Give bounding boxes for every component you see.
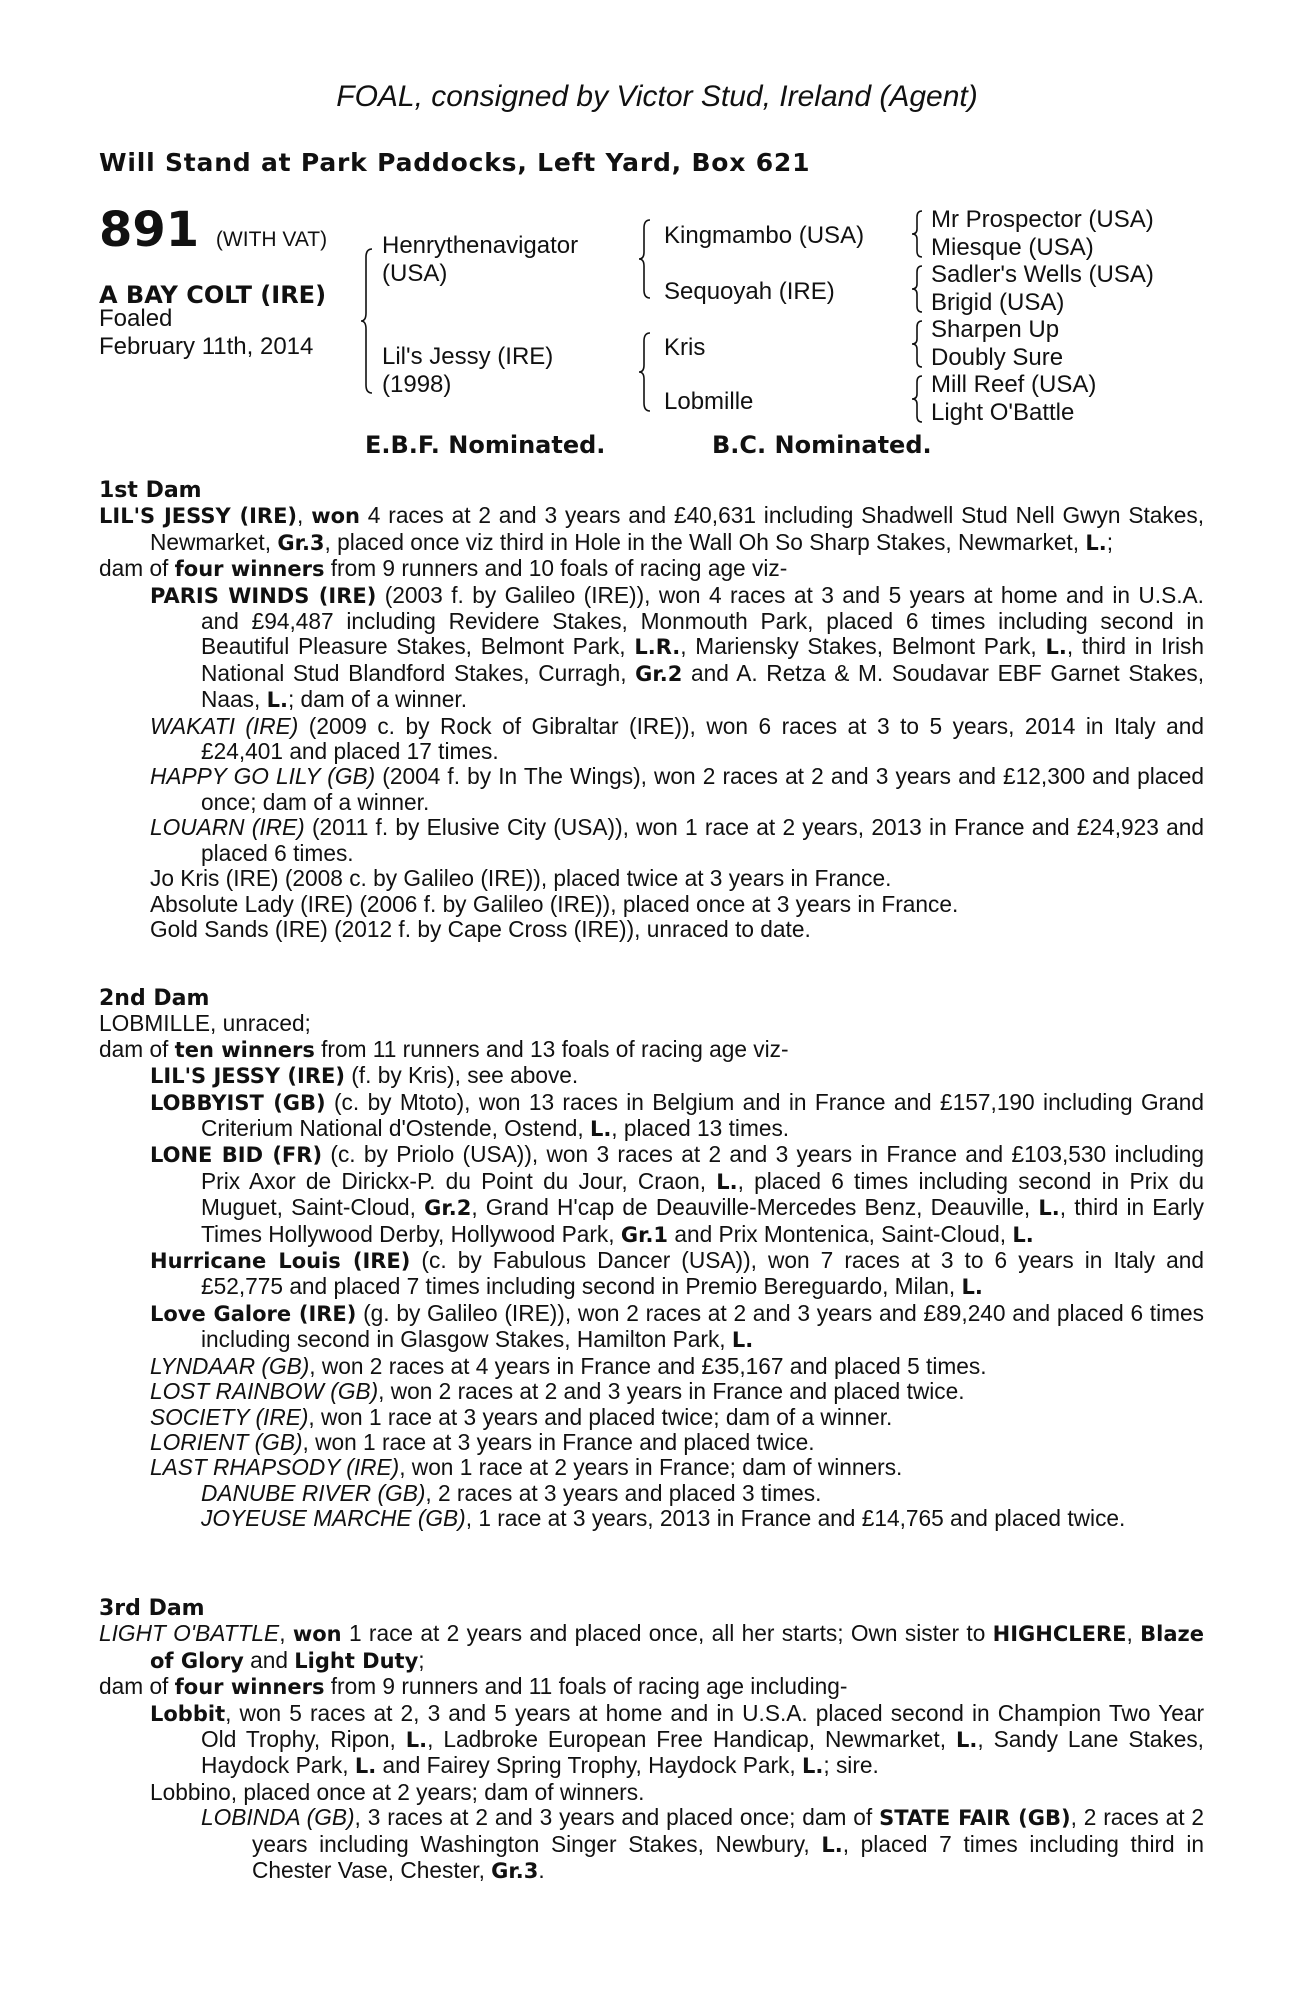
pedigree-ggp-block-2: Sadler's Wells (USA) Brigid (USA) — [931, 261, 1154, 316]
pedigree-ggp-block-3: Sharpen Up Doubly Sure — [931, 316, 1064, 371]
third-dam-section — [99, 1596, 1204, 1884]
lot-number-line — [99, 202, 328, 258]
foaled-label: Foaled — [99, 305, 173, 332]
second-dam-heading: 2nd Dam — [99, 986, 210, 1011]
produce-entry: LONE BID (FR) (c. by Priolo (USA)), won 3 races at 2 and 3 years in France and £103,530 including Prix Axor de Dirickx-P. du Point du Jour, Craon, L., placed 6 times including second in Prix du Muguet, Saint-Cloud, Gr.2, Grand H'cap de Deauville-Mercedes Benz, Deauville, L., third in Early Times Hollywood Derby, Hollywood Park, Gr.1 and Prix Montenica, Saint-Cloud, L. — [150, 1141, 1205, 1247]
bc-nominated: B.C. Nominated. — [712, 431, 932, 459]
produce-entry: HAPPY GO LILY (GB) (2004 f. by In The Wings), won 2 races at 2 and 3 years and £12,300 and placed once; dam of a winner. — [150, 763, 1204, 815]
pedigree-grandsire-2: Kris — [664, 334, 706, 361]
produce-entry: LIL'S JESSY (IRE) (f. by Kris), see above. — [150, 1062, 579, 1089]
produce-entry: PARIS WINDS (IRE) (2003 f. by Galileo (IRE)), won 4 races at 3 and 5 years at home and in U.S.A. and £94,487 including Revidere Stakes, Monmouth Park, placed 6 times including second in Beautiful Pleasure Stakes, Belmont Park, L.R., Mariensky Stakes, Belmont Park, L., third in Irish National Stud Blandford Stakes, Curragh, Gr.2 and A. Retza & M. Soudavar EBF Garnet Stakes, Naas, L.; dam of a winner. — [150, 581, 1204, 713]
third-dam-produce-summary: dam of four winners from 9 runners and 11 foals of racing age including- — [99, 1673, 848, 1700]
produce-entry: LOBBYIST (GB) (c. by Mtoto), won 13 races in Belgium and in France and £157,190 including Grand Criterium National d'Ostende, Ostend, L., placed 13 times. — [150, 1088, 1204, 1142]
lot-title: A BAY COLT (IRE) — [99, 281, 327, 309]
first-dam-record: LIL'S JESSY (IRE), won 4 races at 2 and 3 years and £40,631 including Shadwell Stud Nell Gwyn Stakes, Newmarket, Gr.3, placed once viz third in Hole in the Wall Oh So Sharp Stakes, Newmarket, L.; — [99, 502, 1205, 555]
grand-produce-entry: DANUBE RIVER (GB), 2 races at 3 years and placed 3 times. — [201, 1479, 822, 1506]
produce-entry: Gold Sands (IRE) (2012 f. by Cape Cross (IRE)), unraced to date. — [150, 915, 811, 942]
second-dam-produce-summary: dam of ten winners from 11 runners and 13 foals of racing age viz- — [99, 1035, 789, 1062]
pedigree-bracket-ggp-1 — [910, 209, 926, 261]
pedigree-ggp-block-1: Mr Prospector (USA) Miesque (USA) — [931, 206, 1154, 261]
pedigree-ggp-block-4: Mill Reef (USA) Light O'Battle — [931, 371, 1097, 426]
produce-entry: WAKATI (IRE) (2009 c. by Rock of Gibraltar (IRE)), won 6 races at 3 to 5 years, 2014 in Italy and £24,401 and placed 17 times. — [150, 712, 1204, 765]
produce-entry: SOCIETY (IRE), won 1 race at 3 years and placed twice; dam of a winner. — [150, 1403, 893, 1430]
produce-entry: LOUARN (IRE) (2011 f. by Elusive City (USA)), won 1 race at 2 years, 2013 in France and £24,923 and placed 6 times. — [150, 814, 1204, 866]
stand-location: Will Stand at Park Paddocks, Left Yard, Box 621 — [99, 148, 811, 177]
pedigree-granddam-1: Sequoyah (IRE) — [664, 278, 835, 305]
produce-entry: LOST RAINBOW (GB), won 2 races at 2 and 3 years in France and placed twice. — [150, 1378, 965, 1405]
pedigree-bracket-sire-line — [638, 218, 658, 302]
first-dam-section — [99, 478, 1204, 942]
second-dam-section — [99, 986, 1204, 1532]
third-dam-record: LIGHT O'BATTLE, won 1 race at 2 years and placed once, all her starts; Own sister to HIGHCLERE, Blaze of Glory and Light Duty; — [99, 1620, 1205, 1673]
produce-entry: Absolute Lady (IRE) (2006 f. by Galileo (IRE)), placed once at 3 years in France. — [150, 890, 959, 917]
pedigree-dam: Lil's Jessy (IRE) (1998) — [382, 343, 554, 398]
grand-produce-entry: LOBINDA (GB), 3 races at 2 and 3 years and placed once; dam of STATE FAIR (GB), 2 races at 2 years including Washington Singer Stakes, Newbury, L., placed 7 times including third in Chester Vase, Chester, Gr.3. — [201, 1804, 1205, 1884]
lot-number: 891 — [99, 202, 200, 258]
produce-entry: Jo Kris (IRE) (2008 c. by Galileo (IRE)), placed twice at 3 years in France. — [150, 865, 892, 892]
pedigree-bracket-ggp-2 — [910, 264, 926, 316]
produce-entry: Lobbit, won 5 races at 2, 3 and 5 years at home and in U.S.A. placed second in Champion Two Year Old Trophy, Ripon, L., Ladbroke European Free Handicap, Newmarket, L., Sandy Lane Stakes, Haydock Park, L. and Fairey Spring Trophy, Haydock Park, L.; sire. — [150, 1699, 1204, 1779]
dam-name: LIL'S JESSY (IRE) — [99, 504, 298, 529]
pedigree-granddam-2: Lobmille — [664, 388, 754, 415]
produce-entry: LORIENT (GB), won 1 race at 3 years in France and placed twice. — [150, 1428, 815, 1455]
produce-entry: Love Galore (IRE) (g. by Galileo (IRE)), won 2 races at 2 and 3 years and £89,240 and placed 6 times including second in Glasgow Stakes, Hamilton Park, L. — [150, 1299, 1204, 1353]
first-dam-heading: 1st Dam — [99, 478, 202, 503]
vat-note: (WITH VAT) — [215, 228, 328, 251]
pedigree-sire: Henrythenavigator (USA) — [382, 232, 579, 287]
pedigree-bracket-dam-line — [638, 331, 658, 415]
produce-entry: Hurricane Louis (IRE) (c. by Fabulous Dancer (USA)), won 7 races at 3 to 6 years in Italy and £52,775 and placed 7 times including second in Premio Bereguardo, Milan, L. — [150, 1247, 1204, 1300]
ebf-nominated: E.B.F. Nominated. — [365, 431, 606, 459]
produce-entry: Lobbino, placed once at 2 years; dam of winners. — [150, 1778, 645, 1805]
pedigree-bracket-sire-dam — [360, 247, 380, 397]
grand-produce-entry: JOYEUSE MARCHE (GB), 1 race at 3 years, 2013 in France and £14,765 and placed twice. — [201, 1505, 1126, 1532]
first-dam-produce-summary: dam of four winners from 9 runners and 10 foals of racing age viz- — [99, 555, 788, 582]
consignment-line: FOAL, consigned by Victor Stud, Ireland (Agent) — [336, 80, 978, 113]
pedigree-bracket-ggp-4 — [910, 374, 926, 426]
produce-entry: LYNDAAR (GB), won 2 races at 4 years in France and £35,167 and placed 5 times. — [150, 1352, 987, 1379]
foaled-date: February 11th, 2014 — [99, 333, 314, 360]
produce-entry: LAST RHAPSODY (IRE), won 1 race at 2 years in France; dam of winners. — [150, 1454, 903, 1481]
second-dam-record: LOBMILLE, unraced; — [99, 1010, 311, 1037]
pedigree-grandsire-1: Kingmambo (USA) — [664, 222, 865, 249]
pedigree-bracket-ggp-3 — [910, 319, 926, 371]
third-dam-heading: 3rd Dam — [99, 1596, 205, 1621]
